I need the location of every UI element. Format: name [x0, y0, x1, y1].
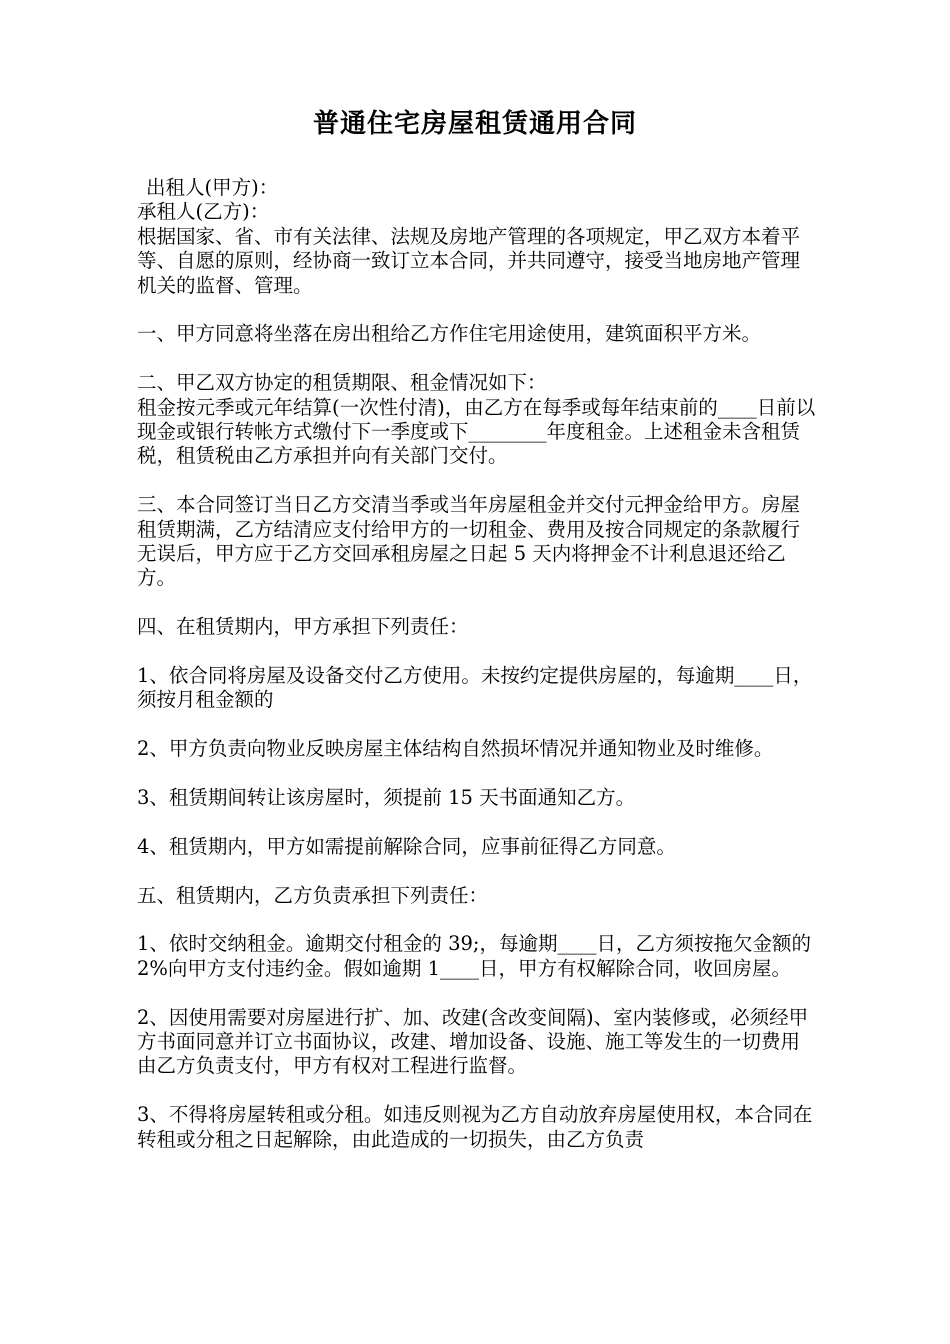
document-title: 普通住宅房屋租赁通用合同	[312, 109, 637, 139]
clause-1: 一、甲方同意将坐落在房出租给乙方作住宅用途使用，建筑面积平方米。	[137, 322, 762, 346]
clause-5-item-1: 1、依时交纳租金。逾期交付租金的 39;，每逾期____日，乙方须按拖欠金额的 2%向甲方支付违约金。假如逾期 1____日，甲方有权解除合同，收回房屋。	[137, 932, 818, 980]
clause-5-item-2: 2、因使用需要对房屋进行扩、加、改建(含改变间隔)、室内装修或，必须经甲方书面同意并订立书面协议，改建、增加设备、设施、施工等发生的一切费用由乙方负责支付，甲方有权对工程进行监督。	[137, 1005, 809, 1078]
clause-3: 三、本合同签订当日乙方交清当季或当年房屋租金并交付元押金给甲方。房屋租赁期满，乙方结清应支付给甲方的一切租金、费用及按合同规定的条款履行无误后，甲方应于乙方交回承租房屋之日起 5 天内将押金不计利息退还给乙方。	[137, 493, 801, 590]
clause-2-heading: 二、甲乙双方协定的租赁期限、租金情况如下：	[137, 371, 547, 395]
document-body	[137, 176, 817, 1152]
clause-5-item-3: 3、不得将房屋转租或分租。如违反则视为乙方自动放弃房屋使用权，本合同在转租或分租之日起解除，由此造成的一切损失，由乙方负责	[137, 1103, 813, 1151]
clause-4-item-3: 3、租赁期间转让该房屋时，须提前 15 天书面通知乙方。	[137, 786, 636, 810]
clause-2-body: 租金按元季或元年结算(一次性付清)，由乙方在每季或每年结束前的____日前以现金或银行转帐方式缴付下一季度或下________年度租金。上述租金未含租赁税，租赁税由乙方承担并向有关部门交付。	[137, 395, 816, 468]
lessor-line: 出租人(甲方)：	[146, 176, 279, 199]
clause-4-item-1: 1、依合同将房屋及设备交付乙方使用。未按约定提供房屋的，每逾期____日，须按月租金额的	[137, 664, 813, 712]
clause-5-heading: 五、租赁期内，乙方负责承担下列责任：	[137, 883, 489, 907]
lessee-line: 承租人(乙方)：	[137, 200, 270, 224]
clause-4-item-2: 2、甲方负责向物业反映房屋主体结构自然损坏情况并通知物业及时维修。	[137, 737, 774, 761]
preamble-paragraph: 根据国家、省、市有关法律、法规及房地产管理的各项规定，甲乙双方本着平等、自愿的原则，经协商一致订立本合同，并共同遵守，接受当地房地产管理机关的监督、管理。	[137, 224, 801, 297]
clause-4-item-4: 4、租赁期内，甲方如需提前解除合同，应事前征得乙方同意。	[137, 834, 676, 858]
clause-4-heading: 四、在租赁期内，甲方承担下列责任：	[137, 615, 469, 639]
